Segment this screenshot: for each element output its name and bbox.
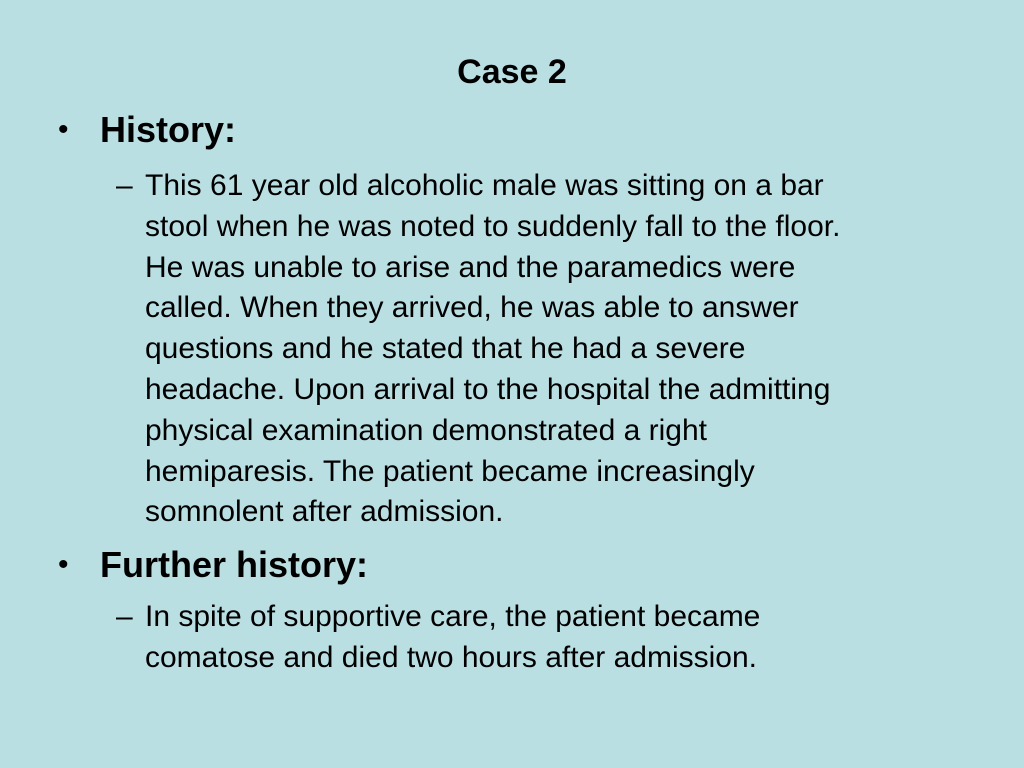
- further-history-line: In spite of supportive care, the patient became: [145, 600, 761, 633]
- further-history-text: [145, 597, 760, 679]
- bullet-icon: •: [58, 113, 69, 146]
- history-line: This 61 year old alcoholic male was sitting on a bar: [145, 169, 824, 202]
- slide-title: Case 2: [457, 53, 567, 91]
- history-line: hemiparesis. The patient became increasingly: [145, 454, 755, 488]
- history-line: headache. Upon arrival to the hospital the admitting: [145, 372, 831, 406]
- dash-icon: –: [116, 600, 133, 633]
- history-line: He was unable to arise and the paramedics were: [145, 250, 796, 284]
- further-history-line: comatose and died two hours after admission.: [145, 640, 757, 674]
- history-line: stool when he was noted to suddenly fall to the floor.: [145, 209, 841, 243]
- history-line: physical examination demonstrated a right: [145, 413, 707, 447]
- dash-icon: –: [116, 169, 133, 202]
- history-line: somnolent after admission.: [145, 495, 504, 529]
- history-line: called. When they arrived, he was able to answer: [145, 291, 799, 325]
- history-line: questions and he stated that he had a severe: [145, 332, 746, 366]
- further-history-heading: Further history:: [100, 544, 369, 585]
- history-text: [145, 166, 840, 533]
- bullet-icon: •: [58, 548, 69, 581]
- history-heading: History:: [100, 109, 237, 150]
